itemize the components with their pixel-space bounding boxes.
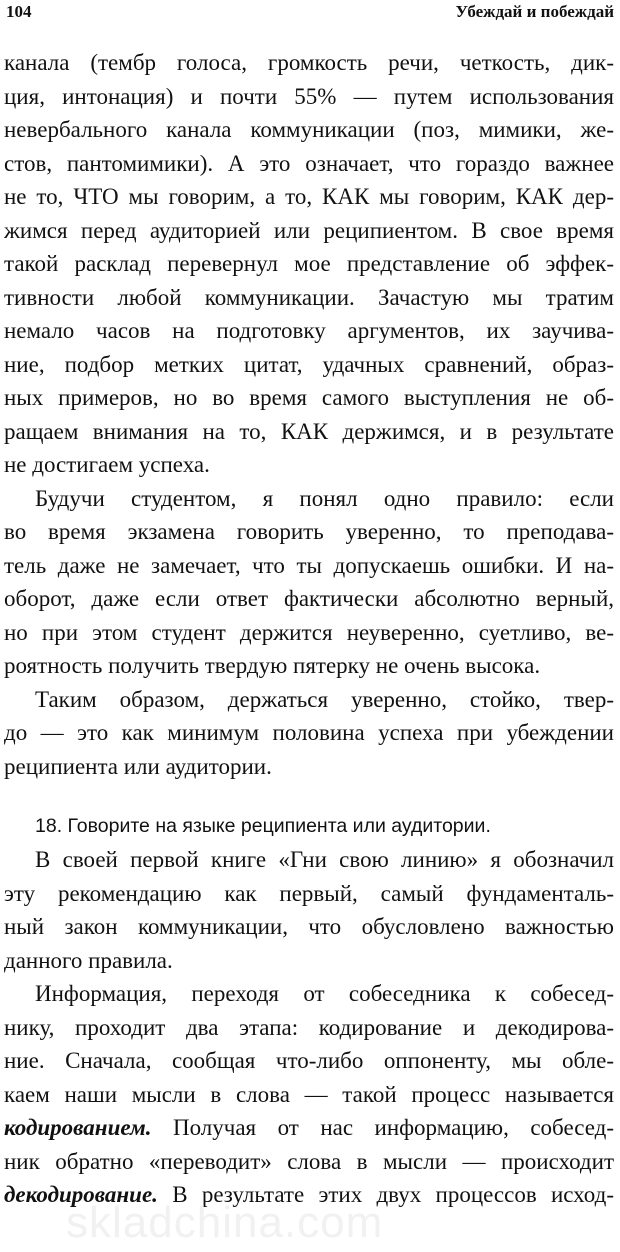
text-line: невербального канала коммуникации (поз, мимики, же-	[4, 117, 614, 142]
text-line: ция, интонация) и почти 55% — путем использования	[4, 83, 614, 109]
text-line: данного правила.	[4, 947, 173, 973]
section-spacer	[4, 783, 614, 809]
text-line: эту рекомендацию как первый, самый фундаменталь-	[4, 880, 614, 906]
text-line: тель даже не замечает, что ты допускаешь ошибки. И на-	[4, 552, 614, 578]
text-fragment: Получая от нас информацию, собесед-	[151, 1115, 614, 1140]
text-line: Будучи студентом, я понял одно правило: если	[35, 485, 614, 511]
text-line: В своей первой книге «Гни свою линию» я обозначил	[35, 847, 614, 872]
emphasized-term: декодирование.	[4, 1182, 158, 1207]
paragraph	[4, 683, 614, 784]
paragraph	[4, 977, 614, 1212]
page-number: 104	[6, 2, 32, 21]
text-line: канала (тембр голоса, громкость речи, четкость, дик-	[4, 50, 614, 75]
text-line: Информация, переходя от собеседника к собесед-	[35, 981, 614, 1006]
text-line: стов, пантомимики). А это означает, что гораздо важнее	[4, 150, 614, 176]
text-line: ных примеров, но во время самого выступления не об-	[4, 385, 614, 410]
text-line: такой расклад перевернул мое представление об эффек-	[4, 251, 614, 276]
text-fragment: В результате этих двух процессов исход-	[157, 1182, 614, 1207]
text-line: ние, подбор метких цитат, удачных сравнений, образ-	[4, 351, 614, 377]
text-line: до — это как минимум половина успеха при убеждении	[4, 720, 614, 745]
text-line: не достигаем успеха.	[4, 452, 210, 477]
text-line: тивности любой коммуникации. Зачастую мы тратим	[4, 284, 614, 310]
text-line: Таким образом, держаться уверенно, стойко, твер-	[35, 686, 614, 712]
text-line: роятность получить твердую пятерку не очень высока.	[4, 653, 541, 678]
text-line: ращаем внимания на то, КАК держимся, и в результате	[4, 418, 614, 444]
paragraph	[4, 46, 614, 482]
text-line: ние. Сначала, сообщая что-либо оппоненту, мы обле-	[4, 1048, 614, 1073]
text-line: жимся перед аудиторией или реципиентом. В свое время	[4, 217, 614, 243]
text-line: но при этом студент держится неуверенно, суетливо, ве-	[4, 619, 614, 645]
text-line: каем наши мысли в слова — такой процесс называется	[4, 1081, 614, 1107]
text-line	[4, 1111, 614, 1145]
text-line: нику, проходит два этапа: кодирование и декодирова-	[4, 1014, 614, 1040]
emphasized-term: кодированием.	[4, 1115, 152, 1140]
text-line: оборот, даже если ответ фактически абсолютно верный,	[4, 586, 614, 611]
text-line: ный закон коммуникации, что обусловлено важностью	[4, 914, 614, 939]
running-title: Убеждай и побеждай	[455, 2, 614, 21]
text-line: во время экзамена говорить уверенно, то преподава-	[4, 519, 614, 544]
page-body	[4, 46, 614, 1212]
text-line: ник обратно «переводит» слова в мысли — происходит	[4, 1148, 614, 1174]
page-header	[6, 2, 614, 26]
watermark: skladchina.com	[66, 1198, 384, 1247]
section-heading: 18. Говорите на языке реципиента или аудитории.	[35, 815, 491, 837]
paragraph	[4, 843, 614, 977]
paragraph	[4, 482, 614, 683]
text-line: немало часов на подготовку аргументов, их заучива-	[4, 318, 614, 343]
text-line: реципиента или аудитории.	[4, 753, 272, 779]
text-line: не то, ЧТО мы говорим, а то, КАК мы говорим, КАК дер-	[4, 184, 614, 209]
